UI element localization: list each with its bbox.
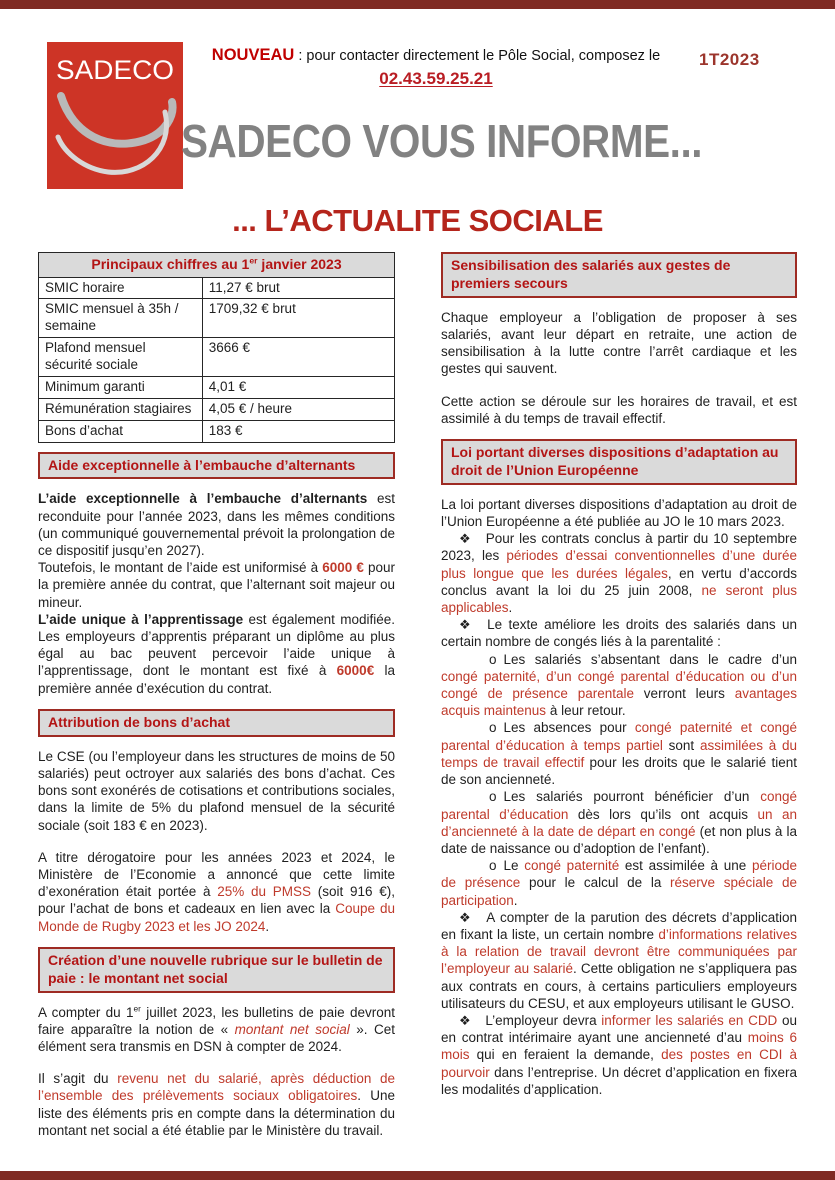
text-segment: Le CSE (ou l’employeur dans les structures de moins de 50 salariés) peut octroyer aux salariés des bons d’achat. Ces bons sont exonérés de cotisations et contributions sociales, dans la limite de 5% du plafond mensuel de la sécurité sociale (soit 183 € en 2023). [38,748,395,833]
subtitle: ... L’ACTUALITE SOCIALE [232,203,603,238]
text-segment: 6000€ [336,663,375,679]
text-segment: (et non plus à la date de naissance ou d’adoption de l’enfant). [441,823,797,856]
text-segment: La loi portant diverses dispositions d’adaptation au droit de l’Union Européenne a été publiée au JO le 10 mars 2023. [441,496,797,530]
table-cell-value: 1709,32 € brut [202,299,394,338]
text-segment: Les salariés s’absentant dans le cadre d’un [503,651,797,667]
paragraph [38,490,395,559]
text-segment: la première année d’exécution du contrat. [38,663,395,696]
paragraph [38,748,395,834]
text-segment: moins 6 mois [441,1030,797,1063]
bottom-border-bar [0,1171,835,1180]
section-loi-union-europeenne [441,439,797,1098]
table-row [39,338,395,377]
sadeco-logo [45,42,185,194]
text-segment: pour la première année du contrat, que l’alternant soit majeur ou mineur. [38,560,395,610]
text-segment: revenu net du salarié, après déduction de l’ensemble des prélèvements sociaux obligatoires [38,1071,395,1104]
section-heading: Loi portant diverses dispositions d’adaptation au droit de l’Union Européenne [441,439,797,485]
table-cell-label: Bons d’achat [39,420,203,442]
bullet-icon: ❖ [459,1012,472,1028]
paragraph [441,857,797,909]
text-segment: Toutefois, le montant de l’aide est uniformisé à [38,560,323,576]
paragraph [38,1004,395,1056]
text-segment: A compter de la parution des décrets d’application en fixant la liste, un certain nombre [441,909,797,942]
text-segment: , en vertu d’accords conclus avant la loi du 25 juin 2008, [441,565,797,598]
contact-banner [196,46,676,89]
left-column [38,252,395,1151]
text-segment: 6000 € [322,560,364,576]
text-segment: informer les salariés en CDD [601,1012,778,1028]
paragraph [441,309,797,378]
text-segment: Il s’agit du [38,1071,118,1087]
main-title: SADECO VOUS INFORME... [181,115,703,167]
table-cell-label: Plafond mensuel sécurité sociale [39,338,203,377]
section-aide-alternants [38,452,395,697]
text-segment: période de présence [441,858,797,891]
text-segment: congé paternité et congé parental d’éducation à temps partiel [441,720,797,753]
text-segment: pour les droits que le salarié tient de son ancienneté. [441,754,797,788]
text-segment: verront leurs [634,686,735,702]
text-segment: des postes en CDI à pourvoir [441,1047,797,1080]
text-segment: congé paternité [524,858,620,874]
table-row [39,420,395,442]
text-segment: périodes d’essai conventionnelles d’une durée plus longue que les durées légales [441,548,797,581]
text-segment: . [508,600,513,616]
text-segment: Pour les contrats conclus à partir du 10 septembre 2023, les [441,531,797,564]
paragraph [441,719,797,788]
key-figures-table [38,252,395,443]
text-segment: janvier 2023 [257,256,342,272]
key-figures-title [39,253,395,278]
table-cell-label: Rémunération stagiaires [39,398,203,420]
text-segment: réserve spéciale de participation [441,875,797,908]
bullet-icon: o [489,789,497,805]
text-segment: qui en feraient la demande, [469,1047,662,1063]
paragraph [441,393,797,427]
section-body [441,496,797,1098]
text-segment: d’informations relatives à la relation de travail devront être communiquées par l’employeur au salarié [441,926,797,977]
text-segment: juillet 2023, les bulletins de paie devront faire apparaître la notion de « [38,1004,395,1037]
right-column [441,252,797,1110]
section-body [38,748,395,935]
section-heading: Aide exceptionnelle à l’embauche d’alternants [38,452,395,480]
text-segment: pour le calcul de la [520,875,671,891]
table-row [39,376,395,398]
table-cell-label: SMIC mensuel à 35h / semaine [39,299,203,338]
table-cell-value: 11,27 € brut [202,277,394,299]
section-body [38,1004,395,1139]
text-segment: à leur retour. [546,703,626,719]
text-segment: Le [503,858,525,874]
paragraph [441,788,797,857]
issue-tag: 1T2023 [699,50,760,69]
text-segment: Chaque employeur a l’obligation de proposer à ses salariés, avant leur départ en retraite, une action de sensibilisation à la lutte contre l’arrêt cardiaque et les gestes qui sauvent. [441,309,797,377]
contact-text: : pour contacter directement le Pôle Social, composez le [294,48,661,64]
paragraph [441,651,797,720]
text-segment: ». Cet élément sera transmis en DSN à compter de 2024. [38,1021,395,1054]
text-segment: ne seront plus applicables [441,582,797,616]
text-segment: . Cette obligation ne s’appliquera pas aux contrats en cours, à certains particuliers employeurs utilisateurs du CESU, et aux employeurs utilisant le GUSO. [441,961,797,1011]
section-body [441,309,797,427]
text-segment: Cette action se déroule sur les horaires de travail, et est assimilé à du temps de travail effectif. [441,393,797,426]
paragraph [441,530,797,616]
section-bons-achat [38,709,395,935]
text-segment: A titre dérogatoire pour les années 2023 et 2024, le Ministère de l’Economie a annoncé que cette limite d’exonération était portée à [38,849,395,900]
text-segment: . [513,892,518,908]
text-segment: er [249,255,258,266]
text-segment: avantages acquis maintenus [441,686,797,719]
paragraph [38,559,395,611]
text-segment: un an d’ancienneté à la date de départ en congé [441,806,798,839]
text-segment: . Une liste des éléments pris en compte dans la détermination du montant net social a été établie par le Ministère du travail. [38,1088,395,1138]
text-segment: (soit 916 €), pour l’achat de bons et cadeaux en lien avec la [38,884,395,917]
table-row [39,277,395,299]
text-segment: Les absences pour [503,720,635,736]
section-heading: Création d’une nouvelle rubrique sur le bulletin de paie : le montant net social [38,947,395,993]
contact-line [196,46,676,65]
paragraph [441,616,797,650]
text-segment: Le texte améliore les droits des salariés dans un certain nombre de congés liés à la parentalité : [441,617,797,650]
section-heading: Attribution de bons d’achat [38,709,395,737]
text-segment: Les salariés pourront bénéficier d’un [503,789,761,805]
table-cell-label: Minimum garanti [39,376,203,398]
top-border-bar [0,0,835,9]
section-heading: Sensibilisation des salariés aux gestes de premiers secours [441,252,797,298]
paragraph [441,1012,797,1098]
bullet-icon: o [489,651,497,667]
table-cell-value: 4,01 € [202,376,394,398]
text-segment: congé paternité, d’un congé parental d’éducation ou d’un congé de présence parentale [441,668,797,702]
bullet-icon: ❖ [459,531,472,547]
paragraph [38,611,395,697]
nouveau-label: NOUVEAU [211,46,295,64]
text-segment: dès lors qu’ils ont acquis [568,806,758,822]
phone-number: 02.43.59.25.21 [379,69,493,89]
text-segment: est assimilée à une [619,858,752,874]
bullet-icon: ❖ [459,909,473,925]
text-segment: est reconduite pour l’année 2023, dans les mêmes conditions (un communiqué gouvernemental prévoit la prolongation de ce dispositif jusqu’en 2027). [38,491,396,559]
text-segment: Principaux chiffres au 1 [91,256,250,272]
sadeco-logo-graphic [45,42,185,194]
paragraph [441,496,797,530]
text-segment: sont [662,737,700,753]
text-segment: dans l’entreprise. Un décret d’application en fixera les modalités d’application. [441,1064,797,1097]
text-segment: montant net social [234,1021,350,1037]
paragraph [38,849,395,935]
text-segment: L’aide exceptionnelle à l’embauche d’alternants [38,491,368,507]
text-segment: 25% du PMSS [217,884,312,900]
text-segment: er [133,1003,141,1014]
logo-wordmark: SADECO [56,55,174,85]
text-segment: congé parental d’éducation [441,789,797,822]
paragraph [38,1070,395,1139]
table-cell-value: 3666 € [202,338,394,377]
bullet-icon: ❖ [459,617,474,633]
section-montant-net-social [38,947,395,1139]
text-segment: est également modifiée. Les employeurs d’apprentis préparant un diplôme au plus égal au bac peuvent percevoir l’aide unique à l’apprentissage, dont le montant est fixé à [38,611,395,679]
section-body [38,490,395,696]
bullet-icon: o [489,720,497,736]
text-segment: Coupe du Monde de Rugby 2023 et les JO 2024 [38,901,395,934]
text-segment: A compter du 1 [38,1004,134,1020]
table-row [39,299,395,338]
bullet-icon: o [489,858,497,874]
text-segment: . [265,918,270,934]
text-segment: L’aide unique à l’apprentissage [38,611,244,627]
text-segment: ou en contrat intérimaire ayant une ancienneté d’au [441,1012,797,1046]
table-cell-value: 4,05 € / heure [202,398,394,420]
table-cell-value: 183 € [202,420,394,442]
table-cell-label: SMIC horaire [39,277,203,299]
text-segment: L’employeur devra [485,1012,602,1028]
section-premiers-secours [441,252,797,427]
text-segment: assimilées à du temps de travail effectif [441,737,797,770]
paragraph [441,909,797,1012]
table-row [39,398,395,420]
